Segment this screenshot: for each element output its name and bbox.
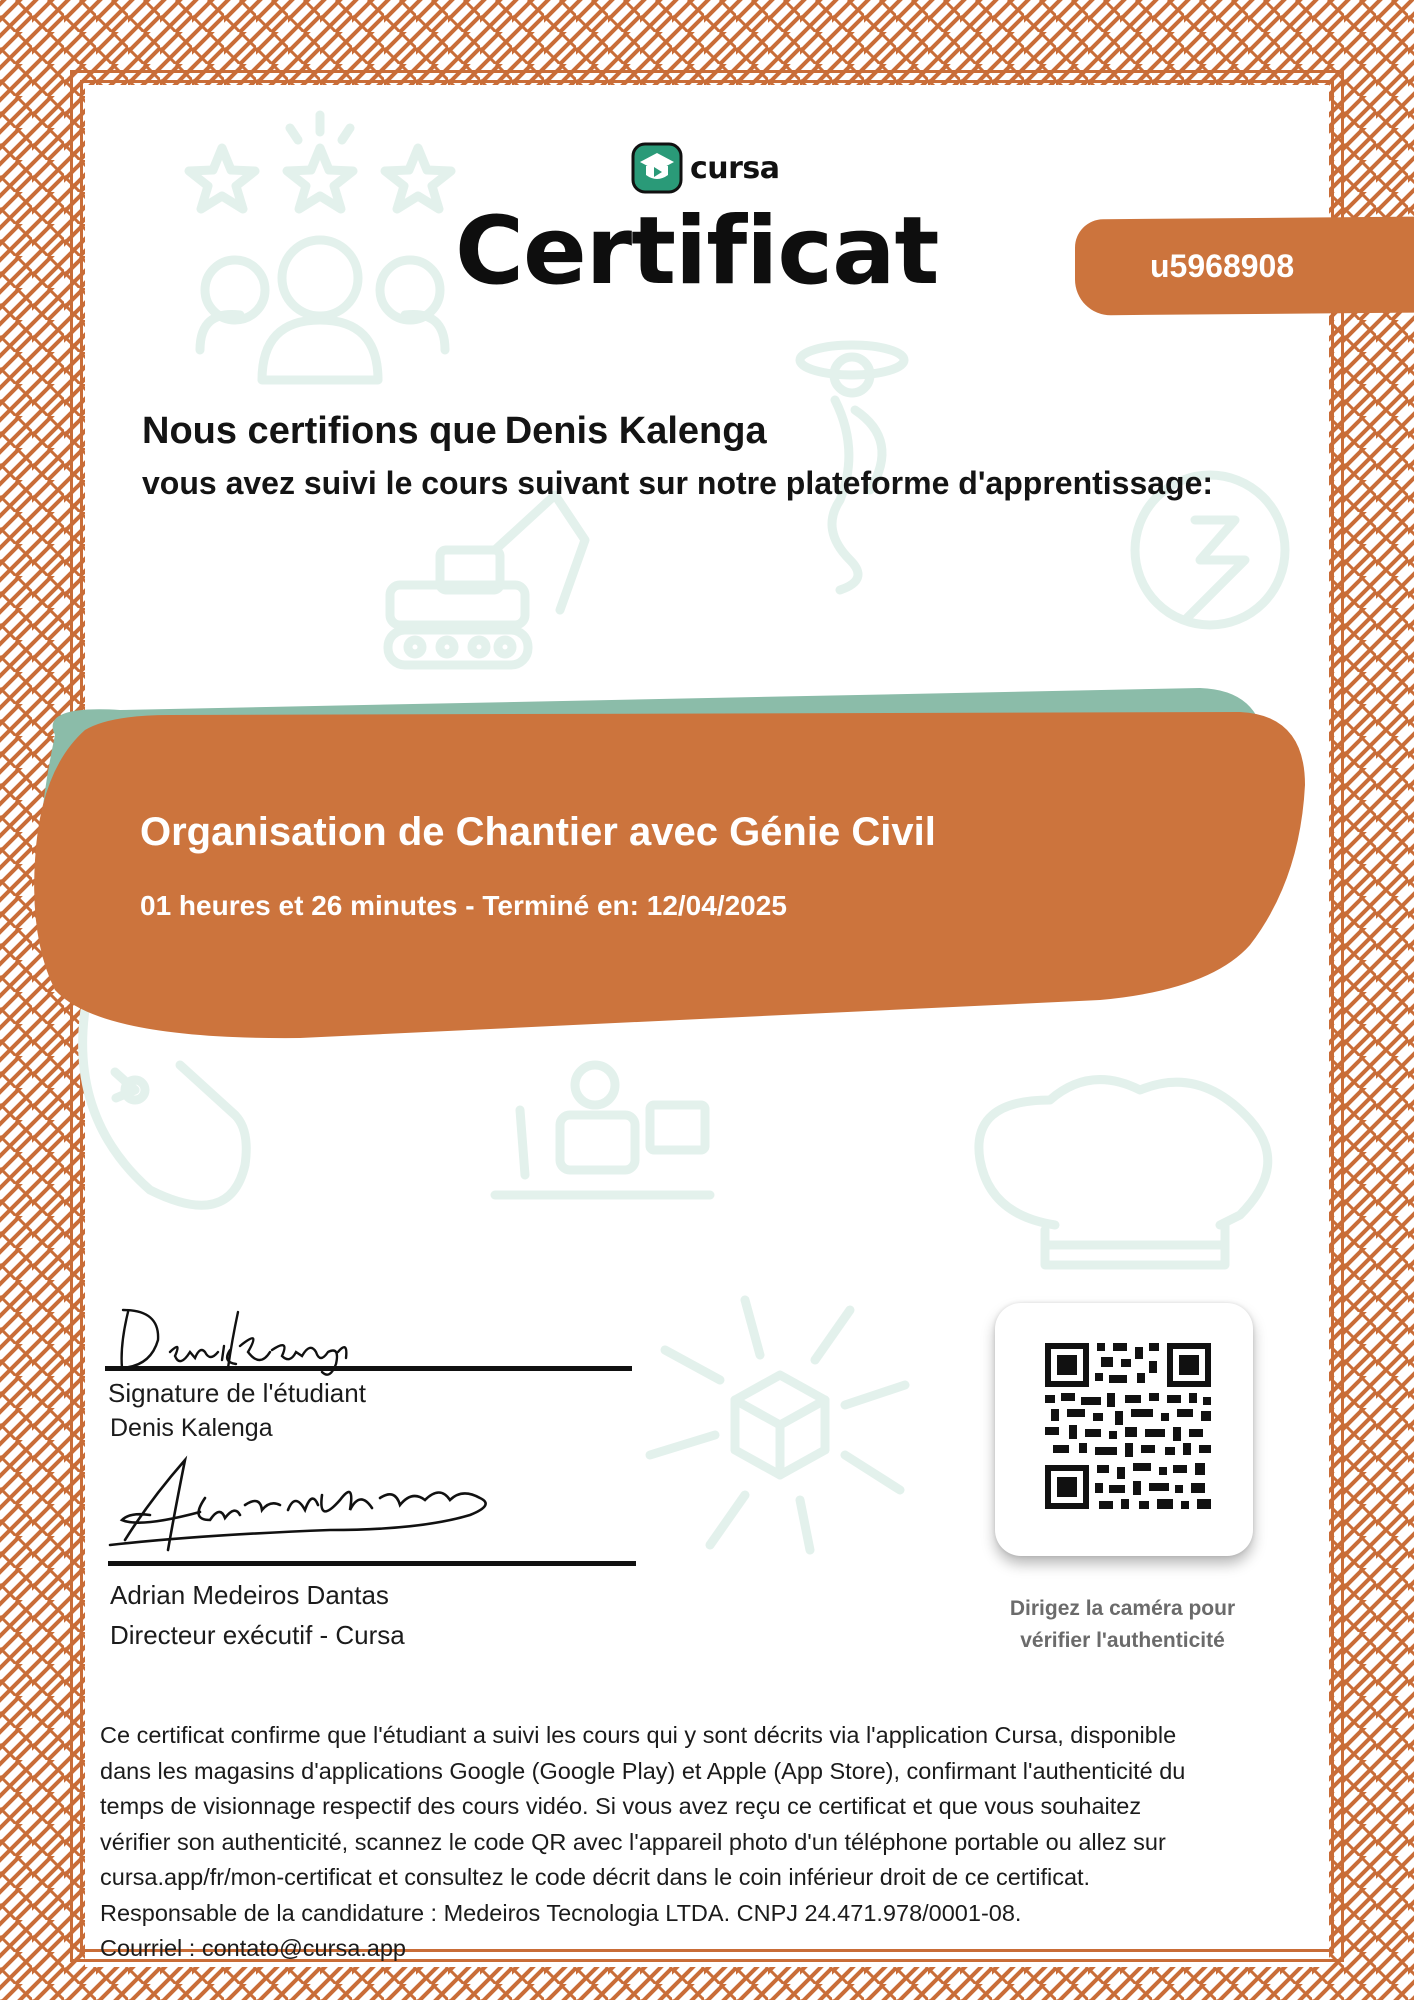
footer-line: temps de visionnage respectif des cours vidéo. Si vous avez reçu ce certificat et que vous souhaitez: [100, 1793, 1142, 1819]
qr-caption-line-2: vérifier l'authenticité: [1020, 1628, 1225, 1652]
footer-line: cursa.app/fr/mon-certificat et consultez le code décrit dans le coin inférieur droit de ce certificat.: [100, 1864, 1091, 1890]
student-name: Denis Kalenga: [504, 410, 767, 452]
director-name: Adrian Medeiros Dantas: [110, 1580, 389, 1610]
director-signature-line: [108, 1561, 636, 1566]
footer-line: vérifier son authenticité, scannez le code QR avec l'appareil photo d'un téléphone portable ou allez sur: [100, 1828, 1166, 1855]
footer-line: Ce certificat confirme que l'étudiant a suivi les cours qui y sont décrits via l'application Cursa, disponible: [100, 1722, 1177, 1748]
qr-code-card: [995, 1303, 1253, 1556]
certify-prefix: Nous certifions que: [142, 410, 497, 452]
course-duration-completion: 01 heures et 26 minutes - Terminé en: 12/04/2025: [140, 890, 787, 921]
course-followed-statement: vous avez suivi le cours suivant sur notre plateforme d'apprentissage:: [142, 465, 1214, 501]
logo-wordmark: cursa: [690, 150, 780, 186]
footer-line: Responsable de la candidature : Medeiros Tecnologia LTDA. CNPJ 24.471.978/0001-08.: [100, 1899, 1022, 1926]
qr-code-icon: [995, 1303, 1253, 1556]
footer-line: dans les magasins d'applications Google (Google Play) et Apple (App Store), confirmant l'authenticité du: [100, 1757, 1186, 1784]
student-signature-label: Signature de l'étudiant: [108, 1378, 366, 1408]
qr-caption: [980, 1593, 1265, 1656]
footer-line: Courriel : contato@cursa.app: [100, 1935, 407, 1961]
student-signature-name: Denis Kalenga: [110, 1414, 273, 1442]
director-role: Directeur exécutif - Cursa: [110, 1620, 405, 1650]
footer-legal-text: [100, 1718, 1300, 1967]
qr-caption-line-1: Dirigez la caméra pour: [1009, 1597, 1236, 1620]
certificate-code: u5968908: [1150, 248, 1295, 284]
course-title: Organisation de Chantier avec Génie Civil: [140, 810, 936, 854]
certificate-title: Certificat: [455, 197, 939, 306]
